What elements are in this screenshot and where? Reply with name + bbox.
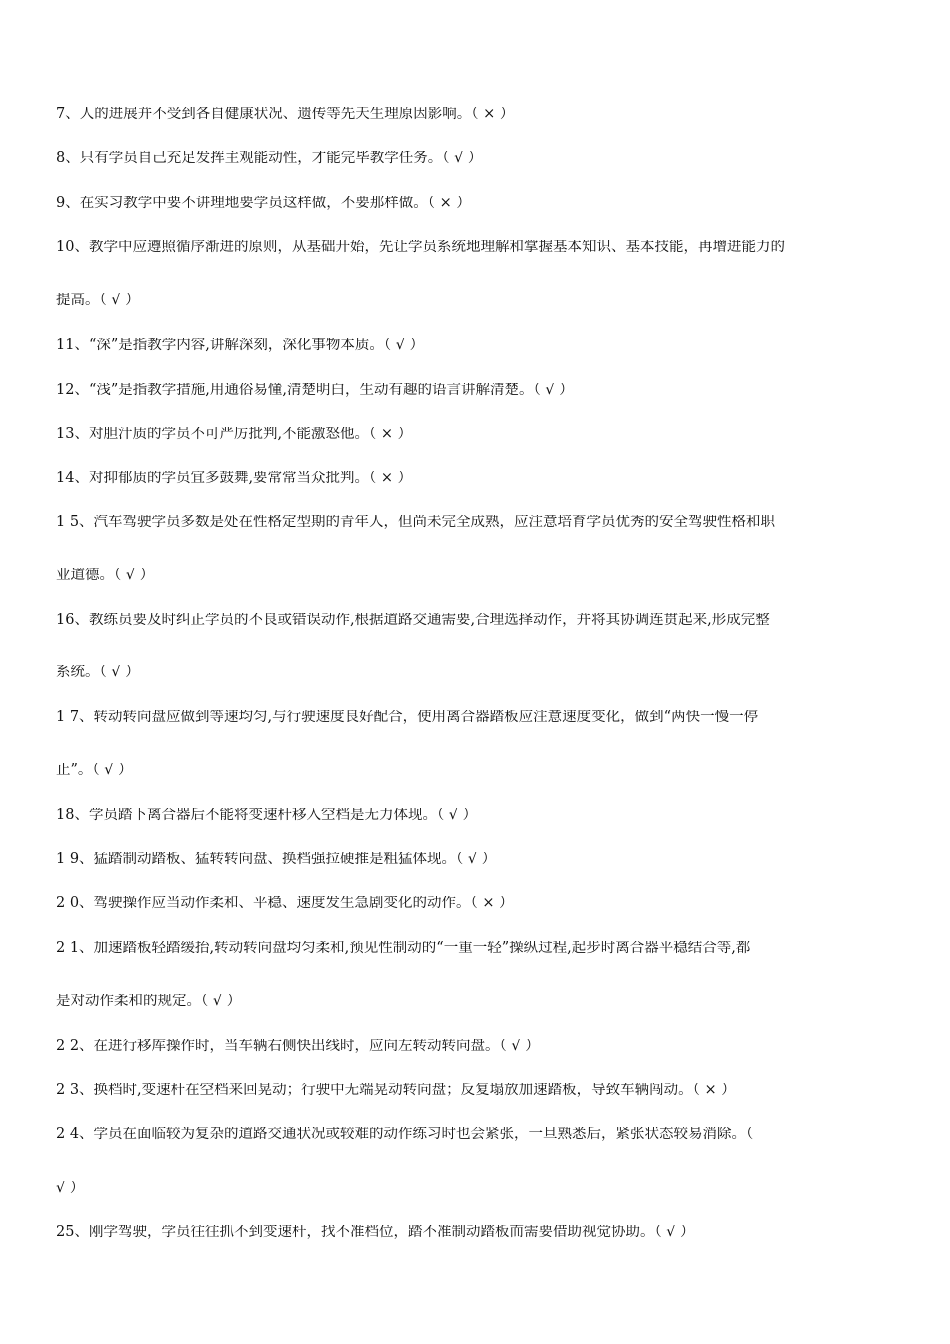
- question-19-text: 1 9、猛踏制动踏板、猛转转向盘、换档强拉硬推是粗猛体现。（ √ ）: [56, 852, 497, 867]
- question-21-text: 2 1、加速踏板轻踏缓抬,转动转向盘均匀柔和,预见性制动的“一重一轻”操纵过程,起步时离合器平稳结合等,都: [56, 941, 751, 956]
- question-7-text: 7、人的进展并不受到各自健康状况、遗传等先天生理原因影响。（ × ）: [56, 107, 515, 122]
- question-24-continuation: √ ）: [56, 1181, 85, 1196]
- question-17-continuation: 止”。（ √ ）: [56, 763, 133, 778]
- question-18-text: 18、学员踏下离合器后不能将变速杆移入空档是无力体现。（ √ ）: [56, 808, 478, 823]
- question-24-text: 2 4、学员在面临较为复杂的道路交通状况或较难的动作练习时也会紧张，一旦熟悉后，紧张状态较易消除。（: [56, 1127, 754, 1142]
- question-23-text: 2 3、换档时,变速杆在空档来回晃动；行驶中无端晃动转向盘；反复塌放加速踏板，导致车辆闯动。（ × ）: [56, 1083, 736, 1098]
- question-15-text: 1 5、汽车驾驶学员多数是处在性格定型期的青年人，但尚未完全成熟，应注意培育学员优秀的安全驾驶性格和职: [56, 515, 776, 530]
- question-14-text: 14、对抑郁质的学员宜多鼓舞,要常常当众批判。（ × ）: [56, 471, 413, 486]
- question-16-text: 16、教练员要及时纠正学员的不良或错误动作,根据道路交通需要,合理选择动作，并将其协调连贯起来,形成完整: [56, 613, 770, 628]
- question-9-text: 9、在实习教学中要不讲理地要学员这样做，不要那样做。（ × ）: [56, 196, 471, 211]
- question-8-text: 8、只有学员自己充足发挥主观能动性，才能完毕教学任务。（ √ ）: [56, 151, 483, 166]
- question-10-continuation: 提高。（ √ ）: [56, 293, 140, 308]
- question-21-continuation: 是对动作柔和的规定。（ √ ）: [56, 994, 242, 1009]
- question-11-text: 11、“深”是指教学内容,讲解深刻，深化事物本质。（ √ ）: [56, 338, 425, 353]
- question-22-text: 2 2、在进行移库操作时，当车辆右侧快出线时，应向左转动转向盘。（ √ ）: [56, 1039, 540, 1054]
- question-15-continuation: 业道德。（ √ ）: [56, 568, 155, 583]
- question-16-continuation: 系统。（ √ ）: [56, 665, 140, 680]
- question-25-text: 25、刚学驾驶，学员往往抓不到变速杆，找不准档位，踏不准制动踏板而需要借助视觉协助。（ √ ）: [56, 1225, 695, 1240]
- question-17-text: 1 7、转动转向盘应做到等速均匀,与行驶速度良好配合，使用离合器踏板应注意速度变化，做到“两快一慢一停: [56, 710, 759, 725]
- question-20-text: 2 0、驾驶操作应当动作柔和、平稳、速度发生急剧变化的动作。（ × ）: [56, 896, 514, 911]
- question-13-text: 13、对胆汁质的学员不可严厉批判,不能激怒他。（ × ）: [56, 427, 413, 442]
- question-12-text: 12、“浅”是指教学措施,用通俗易懂,清楚明白，生动有趣的语言讲解清楚。（ √ ）: [56, 383, 574, 398]
- question-10-text: 10、教学中应遵照循序渐进的原则，从基础开始，先让学员系统地理解和掌握基本知识、基本技能，再增进能力的: [56, 240, 785, 255]
